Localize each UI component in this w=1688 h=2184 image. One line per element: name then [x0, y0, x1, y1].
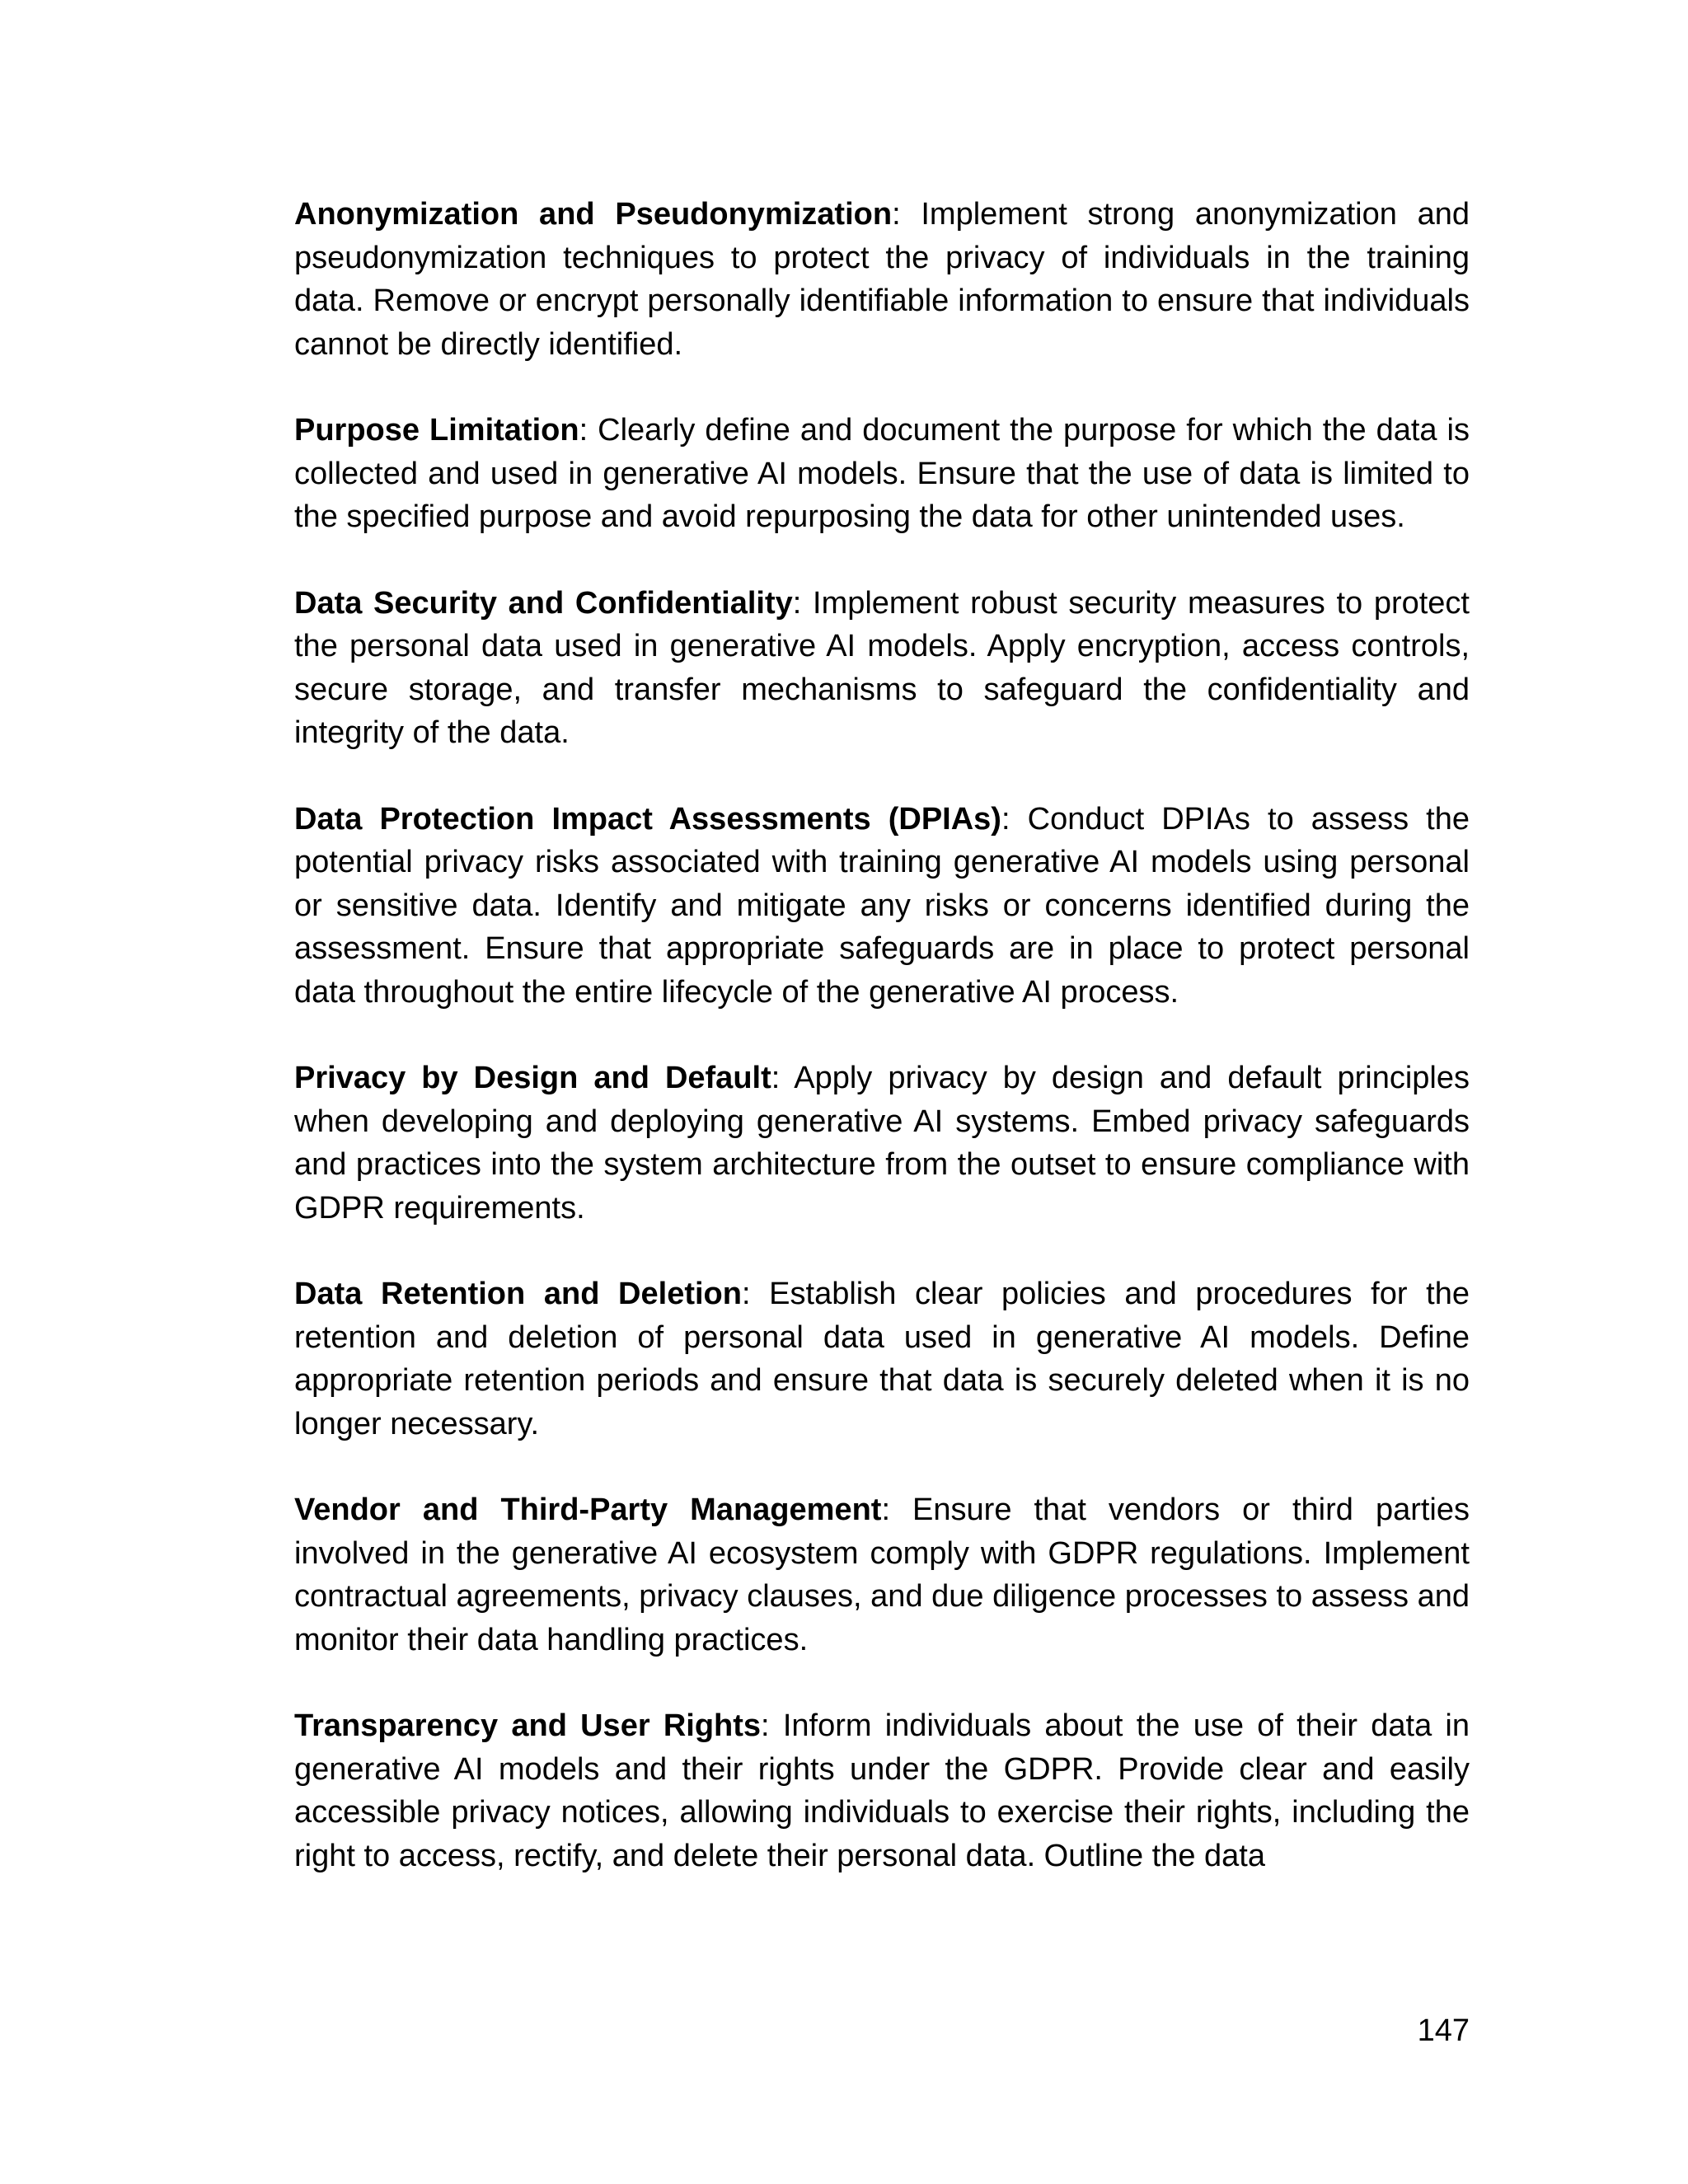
paragraph-term: Vendor and Third-Party Management [294, 1493, 882, 1527]
paragraph-body: Clearly define and document the purpose for which the data is collected and used in generative AI models. Ensure that the use of data is limited to the specified purpose and avoid repurposing the data for other unintended uses. [294, 413, 1470, 534]
paragraph-vendor-management [294, 1488, 1470, 1661]
page-number: 147 [1417, 2013, 1470, 2048]
term-separator: : [771, 1061, 781, 1095]
paragraph-term: Purpose Limitation [294, 413, 579, 448]
paragraph-body: Implement robust security measures to protect the personal data used in generative AI models. Apply encryption, access controls, secure storage, and transfer mechanisms to safeguard the confidentiality and integrity of the data. [294, 585, 1470, 750]
paragraph-body: Implement strong anonymization and pseudonymization techniques to protect the privacy of individuals in the training data. Remove or encrypt personally identifiable information to ensure that individuals cannot be directly identified. [294, 197, 1470, 362]
paragraph-term: Transparency and User Rights [294, 1708, 762, 1743]
paragraph-term: Privacy by Design and Default [294, 1061, 771, 1095]
paragraph-body: Conduct DPIAs to assess the potential privacy risks associated with training generative AI models using personal or sensitive data. Identify and mitigate any risks or concerns identified during the assessment. Ensure that appropriate safeguards are in place to protect personal data throughout the entire lifecycle of the generative AI process. [294, 801, 1470, 1010]
paragraph-purpose-limitation [294, 409, 1470, 539]
paragraph-term: Anonymization and Pseudonymization [294, 197, 893, 232]
term-separator: : [761, 1708, 770, 1743]
paragraph-body: Inform individuals about the use of their data in generative AI models and their rights under the GDPR. Provide clear and easily accessible privacy notices, allowing individuals to exercise their rights, including the right to access, rectify, and delete their personal data. Outline the data [294, 1708, 1470, 1873]
paragraph-body: Ensure that vendors or third parties involved in the generative AI ecosystem comply with GDPR regulations. Implement contractual agreements, privacy clauses, and due diligence processes to assess and monitor their data handling practices. [294, 1493, 1470, 1657]
paragraph-body: Establish clear policies and procedures for the retention and deletion of personal data used in generative AI models. Define appropriate retention periods and ensure that data is securely deleted when it is no longer necessary. [294, 1277, 1470, 1441]
paragraph-term: Data Security and Confidentiality [294, 585, 793, 621]
term-separator: : [579, 413, 588, 448]
term-separator: : [741, 1277, 751, 1311]
paragraph-anonymization [294, 193, 1470, 366]
paragraph-dpias [294, 798, 1470, 1015]
term-separator: : [892, 197, 901, 232]
term-separator: : [1001, 801, 1010, 837]
paragraph-data-security [294, 582, 1470, 755]
term-separator: : [792, 585, 802, 621]
paragraph-term: Data Protection Impact Assessments (DPIAs) [294, 801, 1001, 837]
paragraph-transparency [294, 1704, 1470, 1877]
paragraph-privacy-by-design [294, 1057, 1470, 1230]
paragraph-data-retention [294, 1272, 1470, 1446]
paragraph-body: Apply privacy by design and default principles when developing and deploying generative AI systems. Embed privacy safeguards and practices into the system architecture from the outset to ensure compliance with GDPR requirements. [294, 1061, 1470, 1226]
term-separator: : [881, 1493, 891, 1527]
paragraph-term: Data Retention and Deletion [294, 1277, 742, 1311]
page-body [294, 193, 1470, 1877]
